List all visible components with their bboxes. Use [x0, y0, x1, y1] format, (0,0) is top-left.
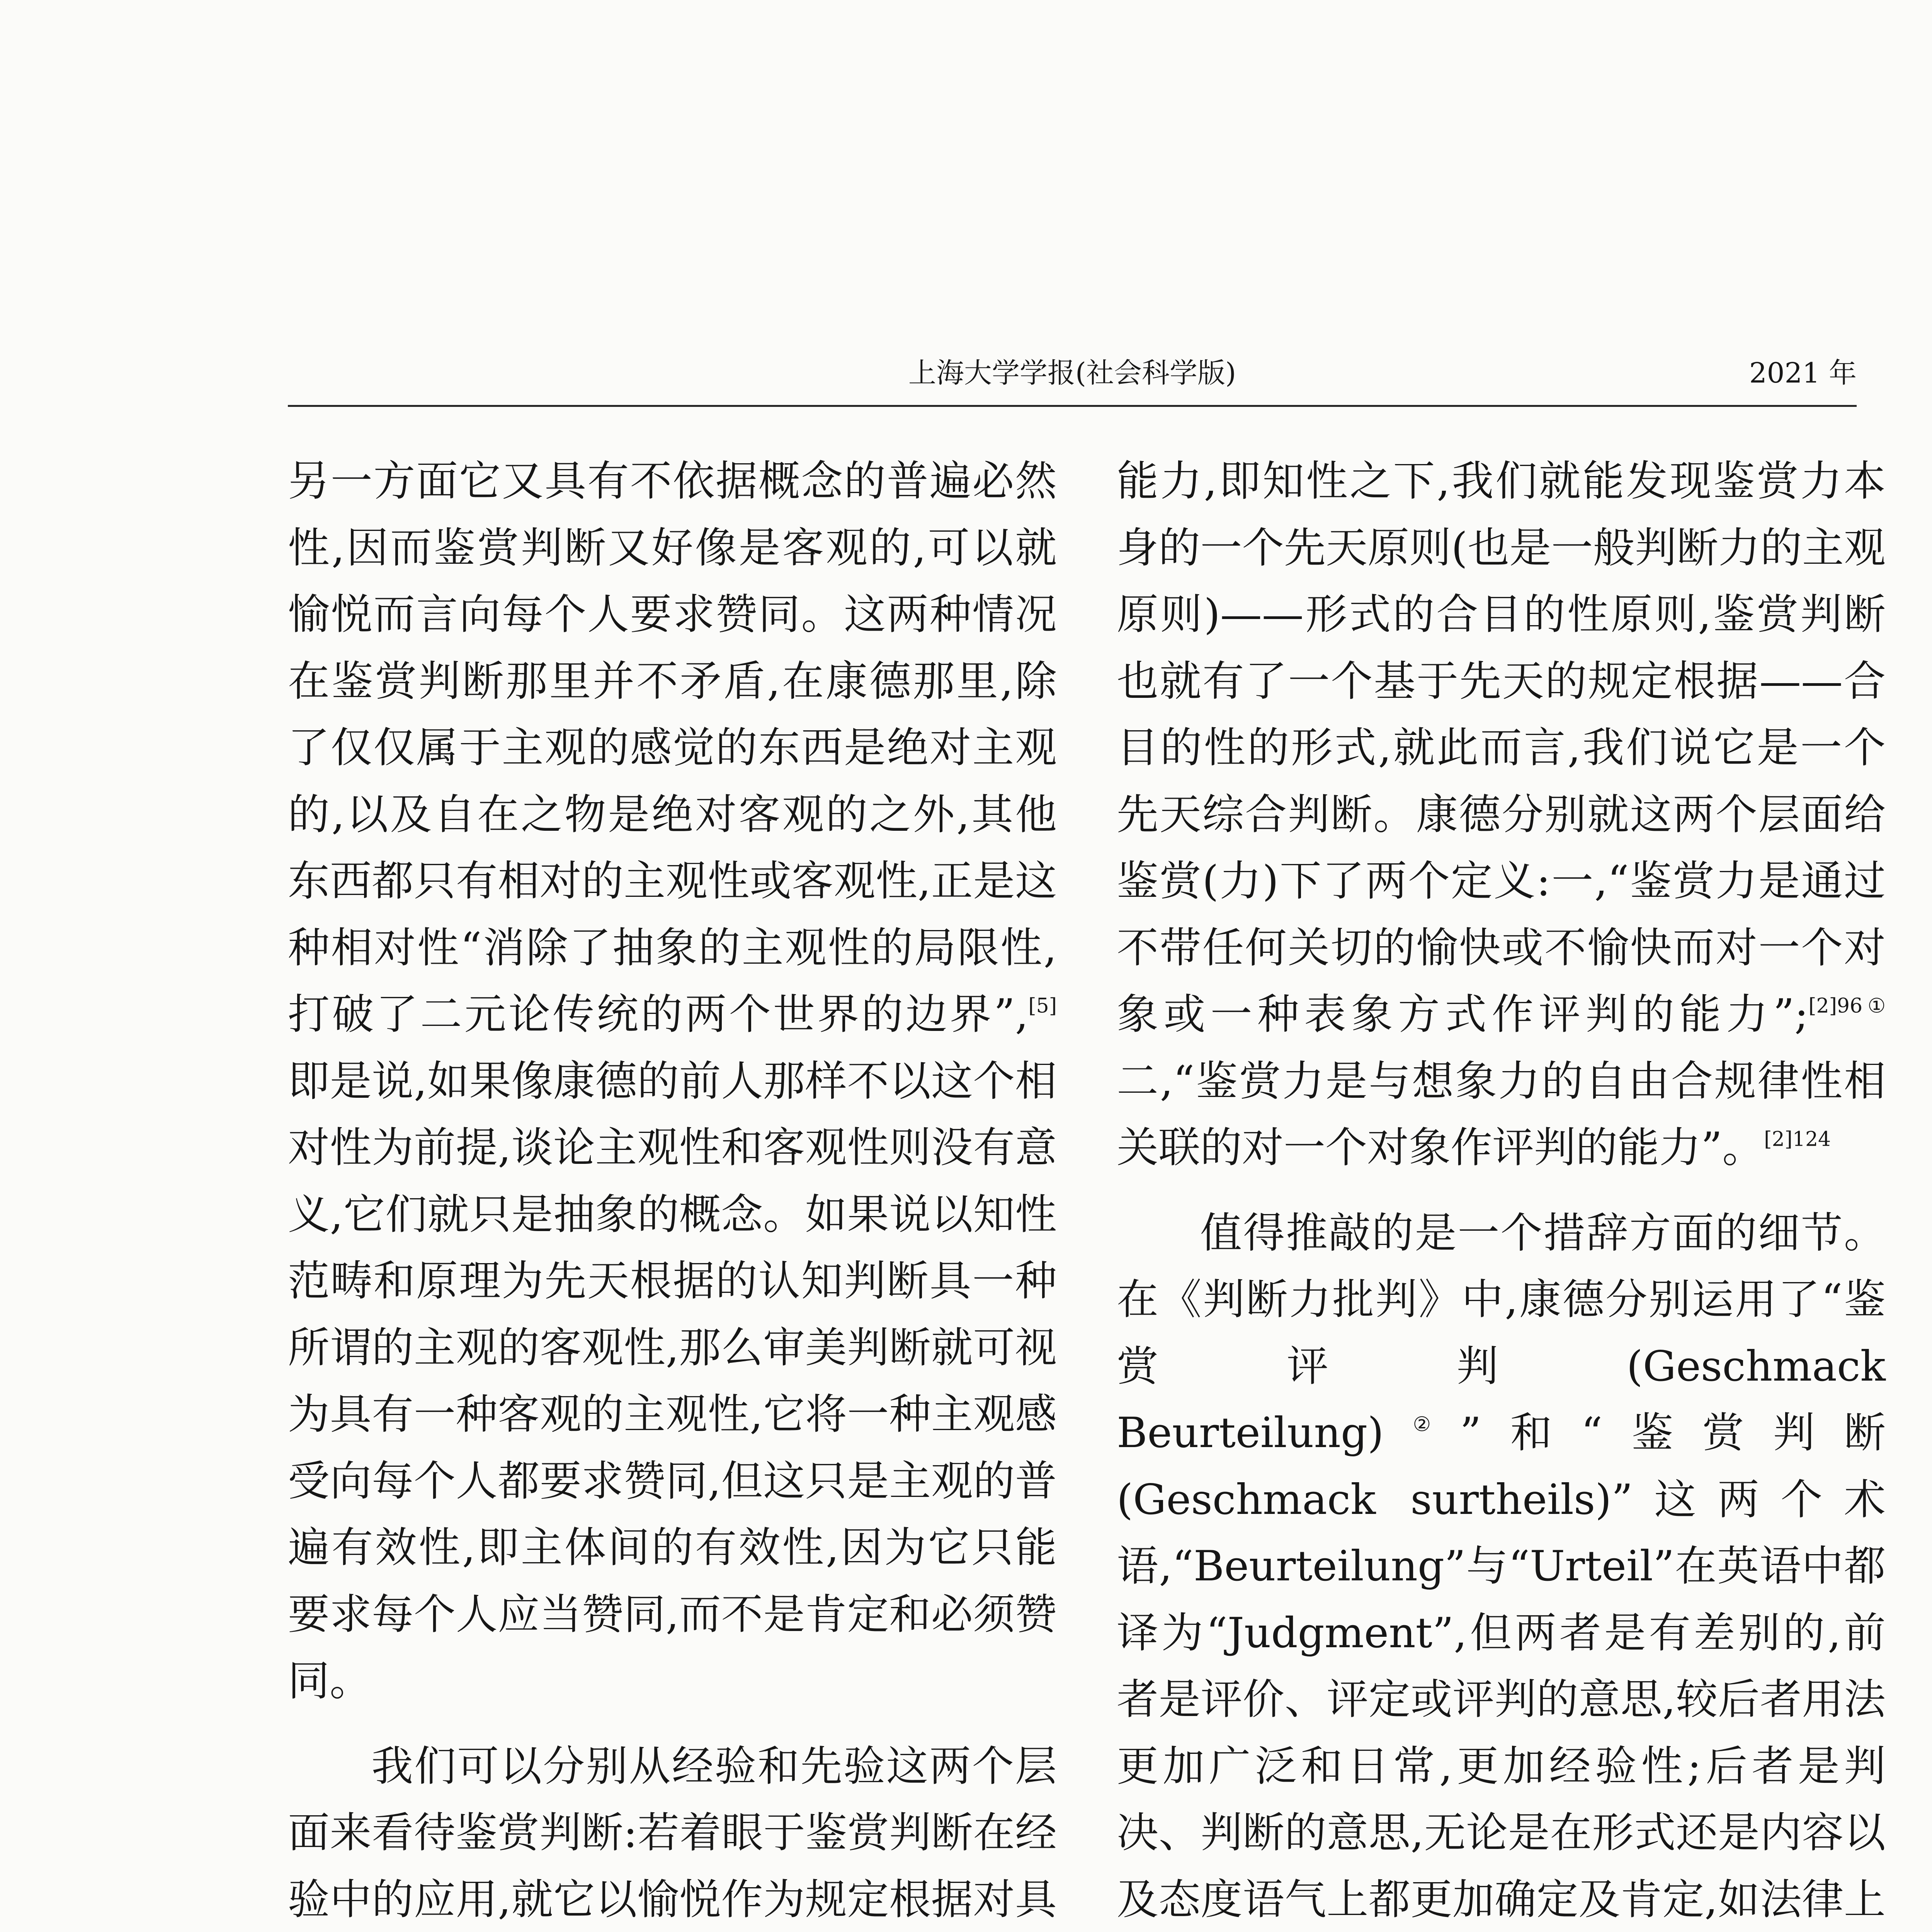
- running-header: [288, 350, 1857, 396]
- footnote-marker-2: ②: [1384, 1413, 1460, 1436]
- right-paragraph-1: [1117, 448, 1886, 1182]
- right-p2-tail: ”和“鉴赏判断(Geschmack surtheils)”这两个术语,“Beurteilung”与“Urteil”在英语中都译为“Judgment”,但两者是有差别的,前者是评价、评定或评判的意思,较后者用法更加广泛和日常,更加经验性;后者是判决、判断的意思,无论是在形式还是内容以及态度语气上都更加确定及肯定,如法律上: [1117, 1409, 1886, 1924]
- right-paragraph-2: [1117, 1200, 1886, 1932]
- citation-ref-2-96: [2]96①: [1808, 994, 1886, 1018]
- journal-year: 2021 年: [1749, 357, 1857, 389]
- right-p1-text: 能力,即知性之下,我们就能发现鉴赏力本身的一个先天原则(也是一般判断力的主观原则)——形式的合目的性原则,鉴赏判断也就有了一个基于先天的规定根据——合目的性的形式,就此而言,我们说它是一个先天综合判断。康德分别就这两个层面给鉴赏(力)下了两个定义:一,“鉴赏力是通过不带任何关切的愉快或不愉快而对一个对象或一种表象方式作评判的能力”;: [1117, 457, 1886, 1039]
- citation-ref-2-124: [2]124: [1764, 1128, 1831, 1151]
- left-paragraph-2: 我们可以分别从经验和先验这两个层面来看待鉴赏判断:若着眼于鉴赏判断在经验中的应用,就它以愉悦作为规定根据对具: [288, 1742, 1057, 1924]
- left-p1-tail: 即是说,如果像康德的前人那样不以这个相对性为前提,谈论主观性和客观性则没有意义,它们就只是抽象的概念。如果说以知性范畴和原理为先天根据的认知判断具一种所谓的主观的客观性,那么审美判断就可视为具有一种客观的主观性,它将一种主观感受向每个人都要求赞同,但这只是主观的普遍有效性,即主体间的有效性,因为它只能要求每个人应当赞同,而不是肯定和必须赞同。: [288, 1057, 1057, 1705]
- right-p2-text: 值得推敲的是一个措辞方面的细节。在《判断力批判》中,康德分别运用了“鉴赏评判(Geschmack Beurteilung): [1117, 1209, 1886, 1457]
- citation-ref-5: [5]: [1028, 994, 1057, 1018]
- right-column: [1117, 448, 1886, 1932]
- journal-title: 上海大学学报(社会科学版): [908, 357, 1236, 389]
- header-rule: [288, 405, 1857, 407]
- left-paragraph-1: [288, 448, 1057, 1715]
- left-p1-text: 另一方面它又具有不依据概念的普遍必然性,因而鉴赏判断又好像是客观的,可以就愉悦而言向每个人要求赞同。这两种情况在鉴赏判断那里并不矛盾,在康德那里,除了仅仅属于主观的感觉的东西是绝对主观的,以及自在之物是绝对客观的之外,其他东西都只有相对的主观性或客观性,正是这种相对性“消除了抽象的主观性的局限性,打破了二元论传统的两个世界的边界”,: [288, 457, 1057, 1039]
- right-p1-mid: 二,“鉴赏力是与想象力的自由合规律性相关联的对一个对象作评判的能力”。: [1117, 1057, 1886, 1172]
- left-column: [288, 448, 1057, 1932]
